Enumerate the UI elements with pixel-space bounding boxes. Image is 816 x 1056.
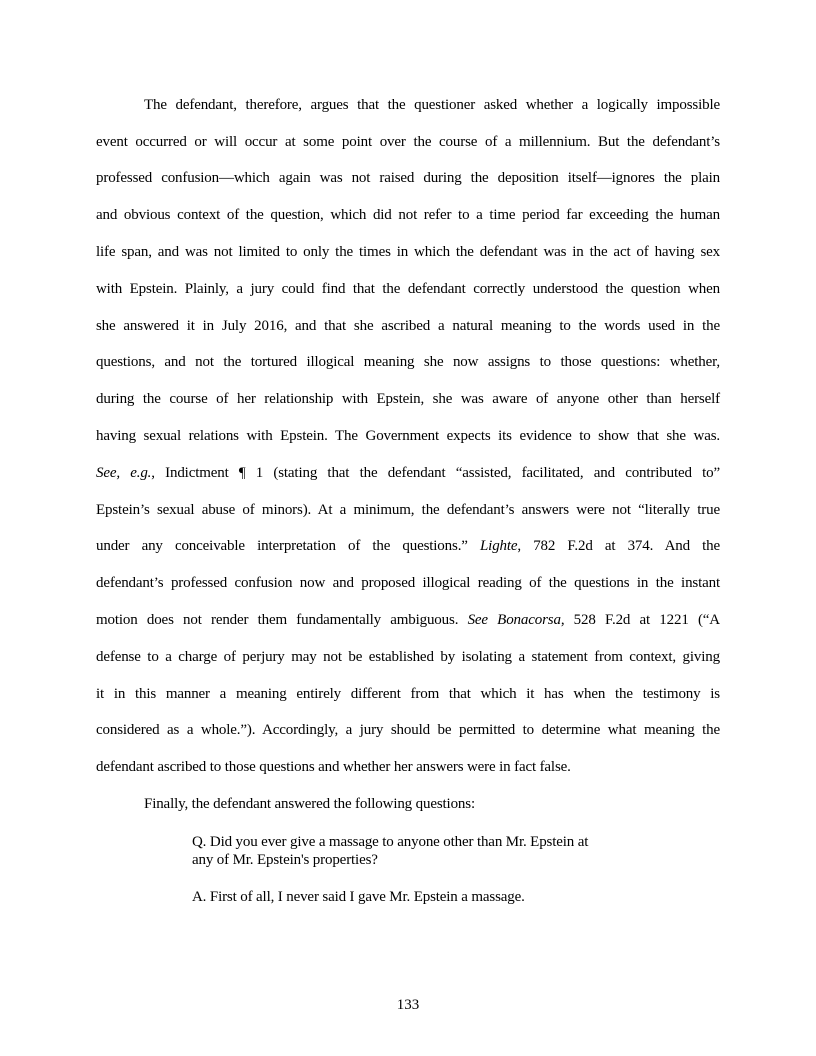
body-text-line: defendant’s professed confusion now and proposed illogical reading of the questions in the instant — [96, 575, 720, 591]
case-name: Lighte — [479, 538, 518, 554]
body-text-line-citation — [96, 611, 720, 629]
body-text-line: Epstein’s sexual abuse of minors). At a minimum, the defendant’s answers were not “literally true — [96, 502, 720, 518]
body-text-line: with Epstein. Plainly, a jury could find that the defendant correctly understood the question when — [96, 281, 720, 297]
body-text-line: defense to a charge of perjury may not be established by isolating a statement from context, giving — [96, 649, 720, 665]
citation-lead-text: motion does not render them fundamentally ambiguous. — [96, 612, 468, 628]
deposition-answer: A. First of all, I never said I gave Mr. Epstein a massage. — [192, 889, 525, 905]
body-text-line: she answered it in July 2016, and that she ascribed a natural meaning to the words used in the — [96, 318, 720, 334]
body-text-line: during the course of her relationship with Epstein, she was aware of anyone other than herself — [96, 391, 720, 407]
citation-lead-text: under any conceivable interpretation of the questions.” — [96, 538, 480, 554]
page-number: 133 — [396, 997, 420, 1013]
body-text-line: and obvious context of the question, which did not refer to a time period far exceeding the human — [96, 207, 720, 223]
citation-signal: See, e.g. — [96, 465, 152, 481]
body-text-line: it in this manner a meaning entirely different from that which it has when the testimony is — [96, 686, 720, 702]
body-text-line: life span, and was not limited to only the times in which the defendant was in the act of having sex — [96, 244, 720, 260]
citation-text: , 782 F.2d at 374. And the — [517, 538, 720, 554]
deposition-question: Q. Did you ever give a massage to anyone other than Mr. Epstein at — [192, 834, 589, 850]
body-text-line: defendant ascribed to those questions and whether her answers were in fact false. — [96, 759, 571, 775]
citation-text: , Indictment ¶ 1 (stating that the defendant “assisted, facilitated, and contributed to” — [151, 465, 720, 481]
deposition-question: any of Mr. Epstein's properties? — [192, 852, 378, 868]
body-text-line: having sexual relations with Epstein. The Government expects its evidence to show that she was. — [96, 428, 720, 444]
body-text-line-citation — [96, 464, 720, 482]
body-text-line: questions, and not the tortured illogical meaning she now assigns to those questions: whether, — [96, 354, 720, 370]
body-text-line: Finally, the defendant answered the following questions: — [144, 796, 475, 812]
body-text-line: professed confusion—which again was not raised during the deposition itself—ignores the plain — [96, 170, 720, 186]
body-text-line: considered as a whole.”). Accordingly, a jury should be permitted to determine what meaning the — [96, 722, 720, 738]
citation-text: , 528 F.2d at 1221 (“A — [560, 612, 720, 628]
body-text-line-citation — [96, 537, 720, 555]
body-text-line: The defendant, therefore, argues that the questioner asked whether a logically impossible — [144, 97, 720, 113]
citation-signal: See Bonacorsa — [467, 612, 561, 628]
body-text-line: event occurred or will occur at some point over the course of a millennium. But the defendant’s — [96, 134, 720, 150]
